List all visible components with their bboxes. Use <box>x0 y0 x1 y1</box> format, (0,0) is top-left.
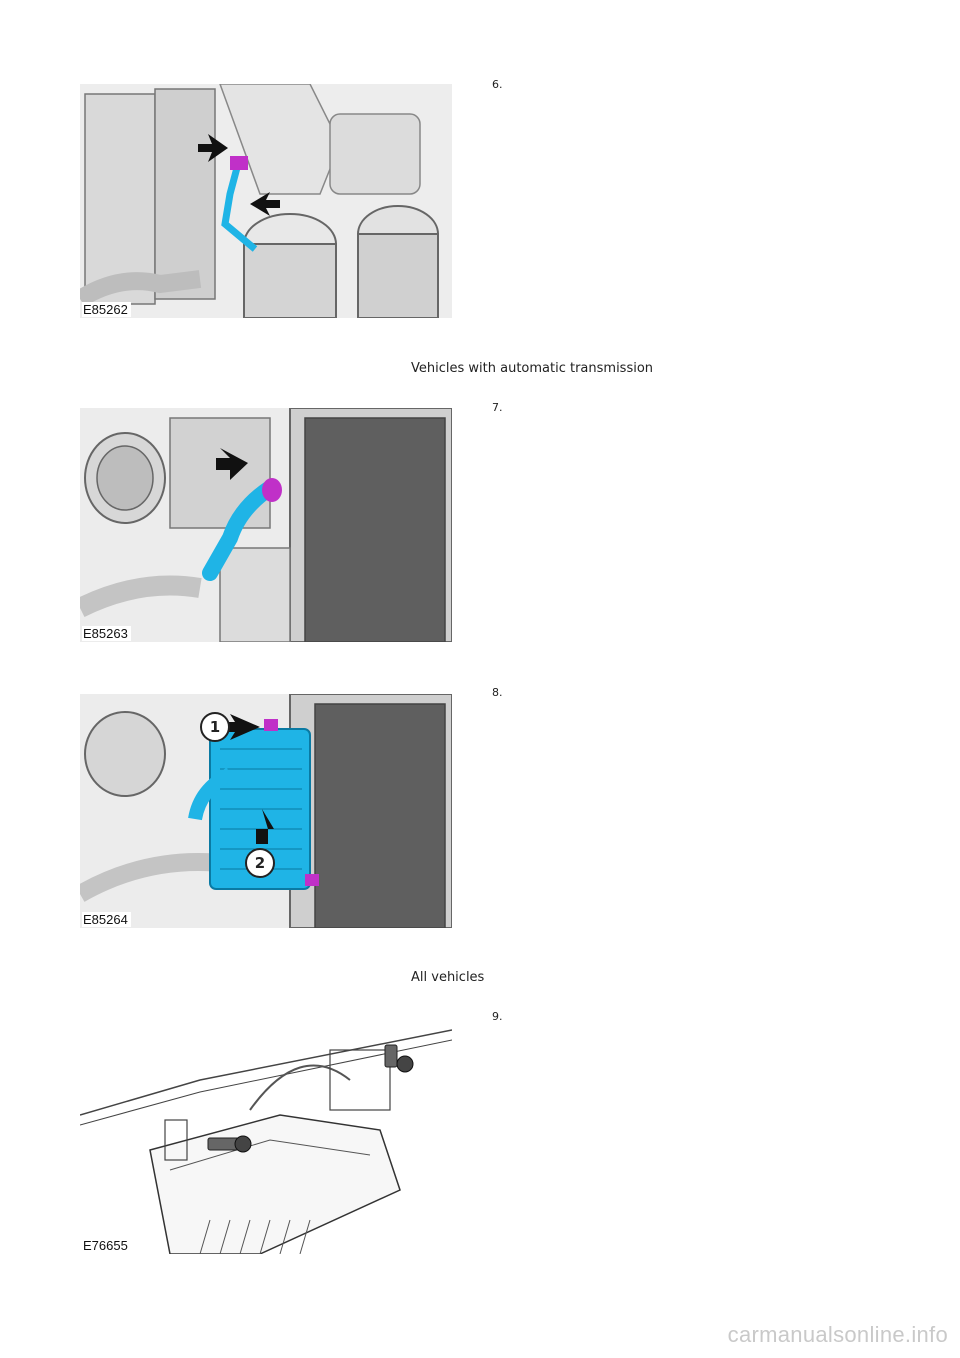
figure-step-9 <box>80 1020 452 1254</box>
step-number-7: 7. <box>492 401 503 414</box>
callout-1: 1 <box>200 712 230 742</box>
coolant-hose-illustration <box>80 84 452 318</box>
step-number-6: 6. <box>492 78 503 91</box>
figure-ref-label: E85263 <box>82 626 131 641</box>
callout-2: 2 <box>245 848 275 878</box>
figure-step-7 <box>80 408 452 642</box>
step-number-9: 9. <box>492 1010 503 1023</box>
watermark: carmanualsonline.info <box>727 1322 948 1347</box>
air-cleaner-bolts-illustration <box>80 1020 452 1254</box>
transmission-cooler-illustration <box>80 694 452 928</box>
figure-ref-label: E76655 <box>82 1238 131 1253</box>
cooler-hose-illustration <box>80 408 452 642</box>
section-heading-automatic: Vehicles with automatic transmission <box>411 361 654 376</box>
section-heading-all: All vehicles <box>411 970 485 985</box>
figure-ref-label: E85264 <box>82 912 131 927</box>
figure-ref-label: E85262 <box>82 302 131 317</box>
figure-step-6 <box>80 84 452 318</box>
figure-step-8 <box>80 694 452 928</box>
step-number-8: 8. <box>492 686 503 699</box>
